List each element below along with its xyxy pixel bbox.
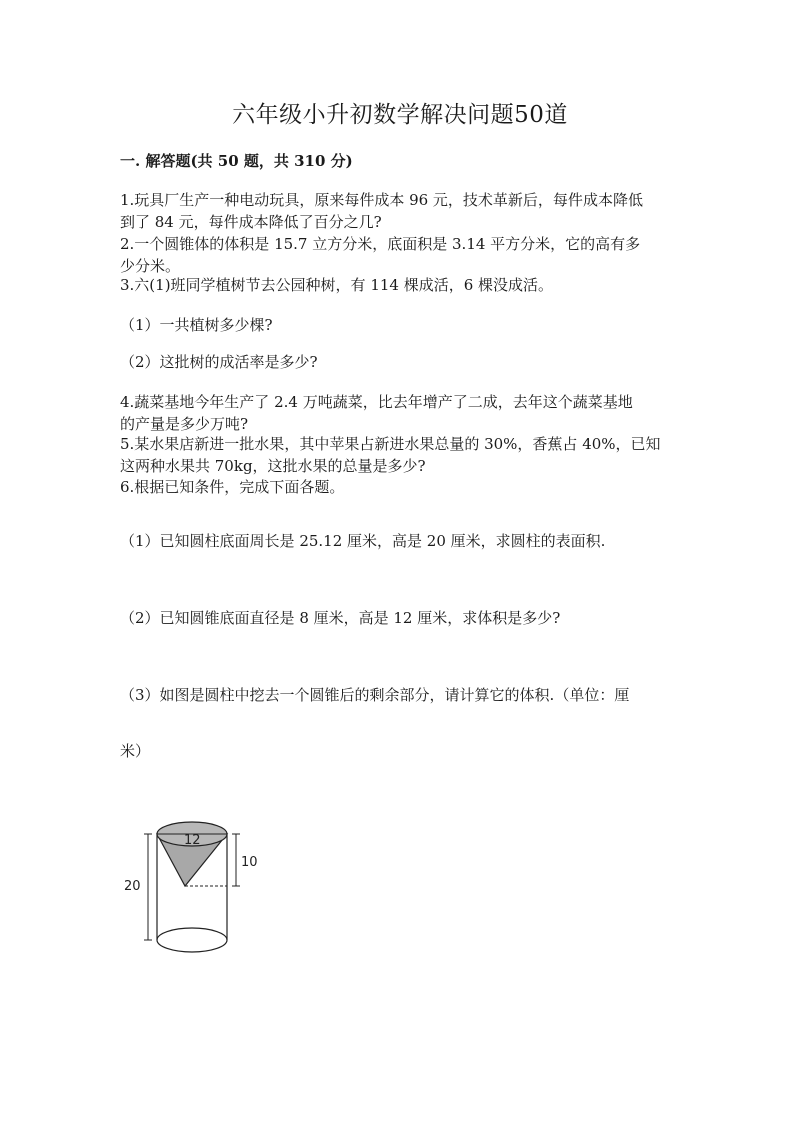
question-6-part-2: （2）已知圆锥底面直径是 8 厘米，高是 12 厘米，求体积是多少?: [120, 609, 561, 627]
cone-height-label: 10: [241, 855, 258, 870]
cylinder-bottom-ellipse: [157, 928, 227, 952]
question-4-line-2: 的产量是多少万吨?: [120, 415, 249, 433]
question-3-part-2: （2）这批树的成活率是多少?: [120, 353, 318, 371]
question-4: [120, 391, 690, 435]
question-4-line-1: 4.蔬菜基地今年生产了 2.4 万吨蔬菜，比去年增产了二成，去年这个蔬菜基地: [120, 393, 633, 411]
section-heading: 一. 解答题(共 50 题，共 310 分): [120, 152, 353, 170]
cylinder-cone-figure: [120, 810, 280, 960]
question-6-part-3: （3）如图是圆柱中挖去一个圆锥后的剩余部分，请计算它的体积.（单位：厘: [120, 686, 630, 704]
diameter-label: 12: [184, 833, 201, 848]
question-6: 6.根据已知条件，完成下面各题。: [120, 478, 345, 496]
question-1-line-1: 1.玩具厂生产一种电动玩具，原来每件成本 96 元，技术革新后，每件成本降低: [120, 191, 643, 209]
question-3-part-1: （1）一共植树多少棵?: [120, 316, 273, 334]
page-title: 六年级小升初数学解决问题50道: [232, 102, 568, 128]
question-3: 3.六(1)班同学植树节去公园种树，有 114 棵成活，6 棵没成活。: [120, 276, 554, 294]
question-1: [120, 189, 690, 233]
question-5: [120, 433, 690, 477]
question-2: [120, 233, 690, 277]
question-1-line-2: 到了 84 元，每件成本降低了百分之几?: [120, 213, 382, 231]
question-6-part-3-cont: 米）: [120, 742, 151, 760]
question-5-line-1: 5.某水果店新进一批水果，其中苹果占新进水果总量的 30%，香蕉占 40%，已知: [120, 435, 661, 453]
cylinder-height-label: 20: [124, 879, 141, 894]
question-6-part-1: （1）已知圆柱底面周长是 25.12 厘米，高是 20 厘米，求圆柱的表面积.: [120, 532, 606, 550]
question-2-line-1: 2.一个圆锥体的体积是 15.7 立方分米，底面积是 3.14 平方分米，它的高有多: [120, 235, 641, 253]
question-2-line-2: 少分米。: [120, 257, 181, 275]
question-5-line-2: 这两种水果共 70kg，这批水果的总量是多少?: [120, 457, 426, 475]
